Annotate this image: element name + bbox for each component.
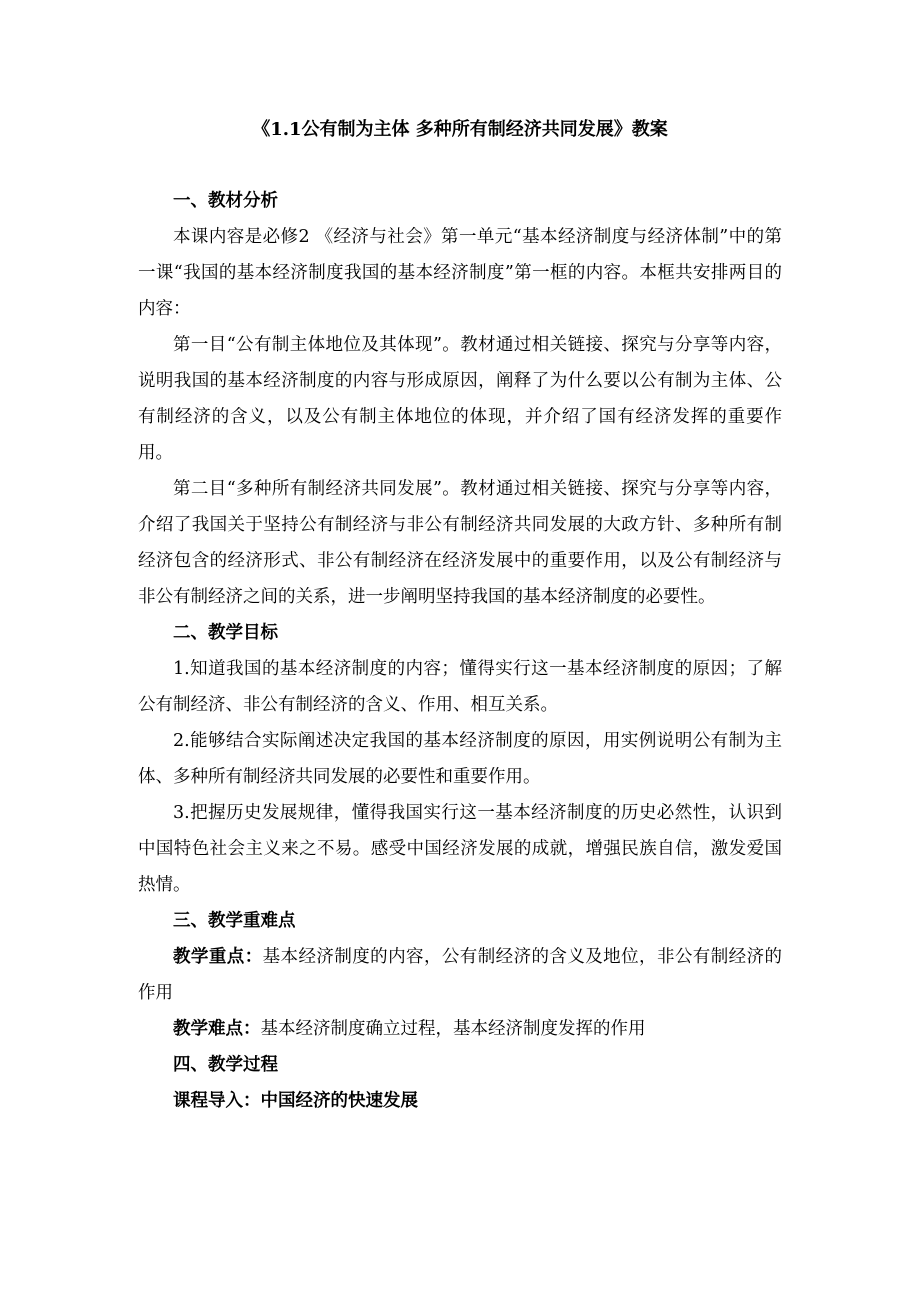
section-heading-process: 四、教学过程 bbox=[173, 1055, 278, 1075]
document-title: 《1.1公有制为主体 多种所有制经济共同发展》教案 bbox=[252, 119, 668, 140]
course-intro-heading: 课程导入：中国经济的快速发展 bbox=[173, 1091, 418, 1111]
teaching-focus-label: 教学重点： bbox=[173, 947, 263, 967]
teaching-difficulty bbox=[138, 1011, 782, 1047]
teaching-difficulty-label: 教学难点： bbox=[173, 1019, 261, 1039]
teaching-focus bbox=[138, 939, 782, 1011]
section-heading-analysis: 一、教材分析 bbox=[173, 191, 278, 211]
section-heading-keypoints: 三、教学重难点 bbox=[173, 911, 296, 931]
teaching-focus-text: 基本经济制度的内容，公有制经济的含义及地位，非公有制经济的作用 bbox=[138, 947, 783, 1003]
analysis-paragraph-3: 第二目“多种所有制经济共同发展”。教材通过相关链接、探究与分享等内容，介绍了我国关于坚持公有制经济与非公有制经济共同发展的大政方针、多种所有制经济包含的经济形式、非公有制经济在经济发展中的重要作用，以及公有制经济与非公有制经济之间的关系，进一步阐明坚持我国的基本经济制度的必要性。 bbox=[138, 479, 782, 607]
teaching-difficulty-text: 基本经济制度确立过程，基本经济制度发挥的作用 bbox=[260, 1019, 646, 1039]
goal-item-2: 2.能够结合实际阐述决定我国的基本经济制度的原因，用实例说明公有制为主体、多种所有制经济共同发展的必要性和重要作用。 bbox=[138, 731, 782, 787]
section-heading-goals: 二、教学目标 bbox=[173, 623, 278, 643]
analysis-paragraph-2: 第一目“公有制主体地位及其体现”。教材通过相关链接、探究与分享等内容，说明我国的基本经济制度的内容与形成原因，阐释了为什么要以公有制为主体、公有制经济的含义，以及公有制主体地位的体现，并介绍了国有经济发挥的重要作用。 bbox=[138, 335, 782, 463]
goal-item-1: 1.知道我国的基本经济制度的内容；懂得实行这一基本经济制度的原因；了解公有制经济、非公有制经济的含义、作用、相互关系。 bbox=[138, 659, 782, 715]
analysis-paragraph-1: 本课内容是必修2 《经济与社会》第一单元“基本经济制度与经济体制”中的第一课“我国的基本经济制度我国的基本经济制度”第一框的内容。本框共安排两目的内容： bbox=[138, 227, 782, 319]
goal-item-3: 3.把握历史发展规律，懂得我国实行这一基本经济制度的历史必然性，认识到中国特色社会主义来之不易。感受中国经济发展的成就，增强民族自信，激发爱国热情。 bbox=[138, 803, 782, 895]
document-body bbox=[138, 183, 782, 1119]
